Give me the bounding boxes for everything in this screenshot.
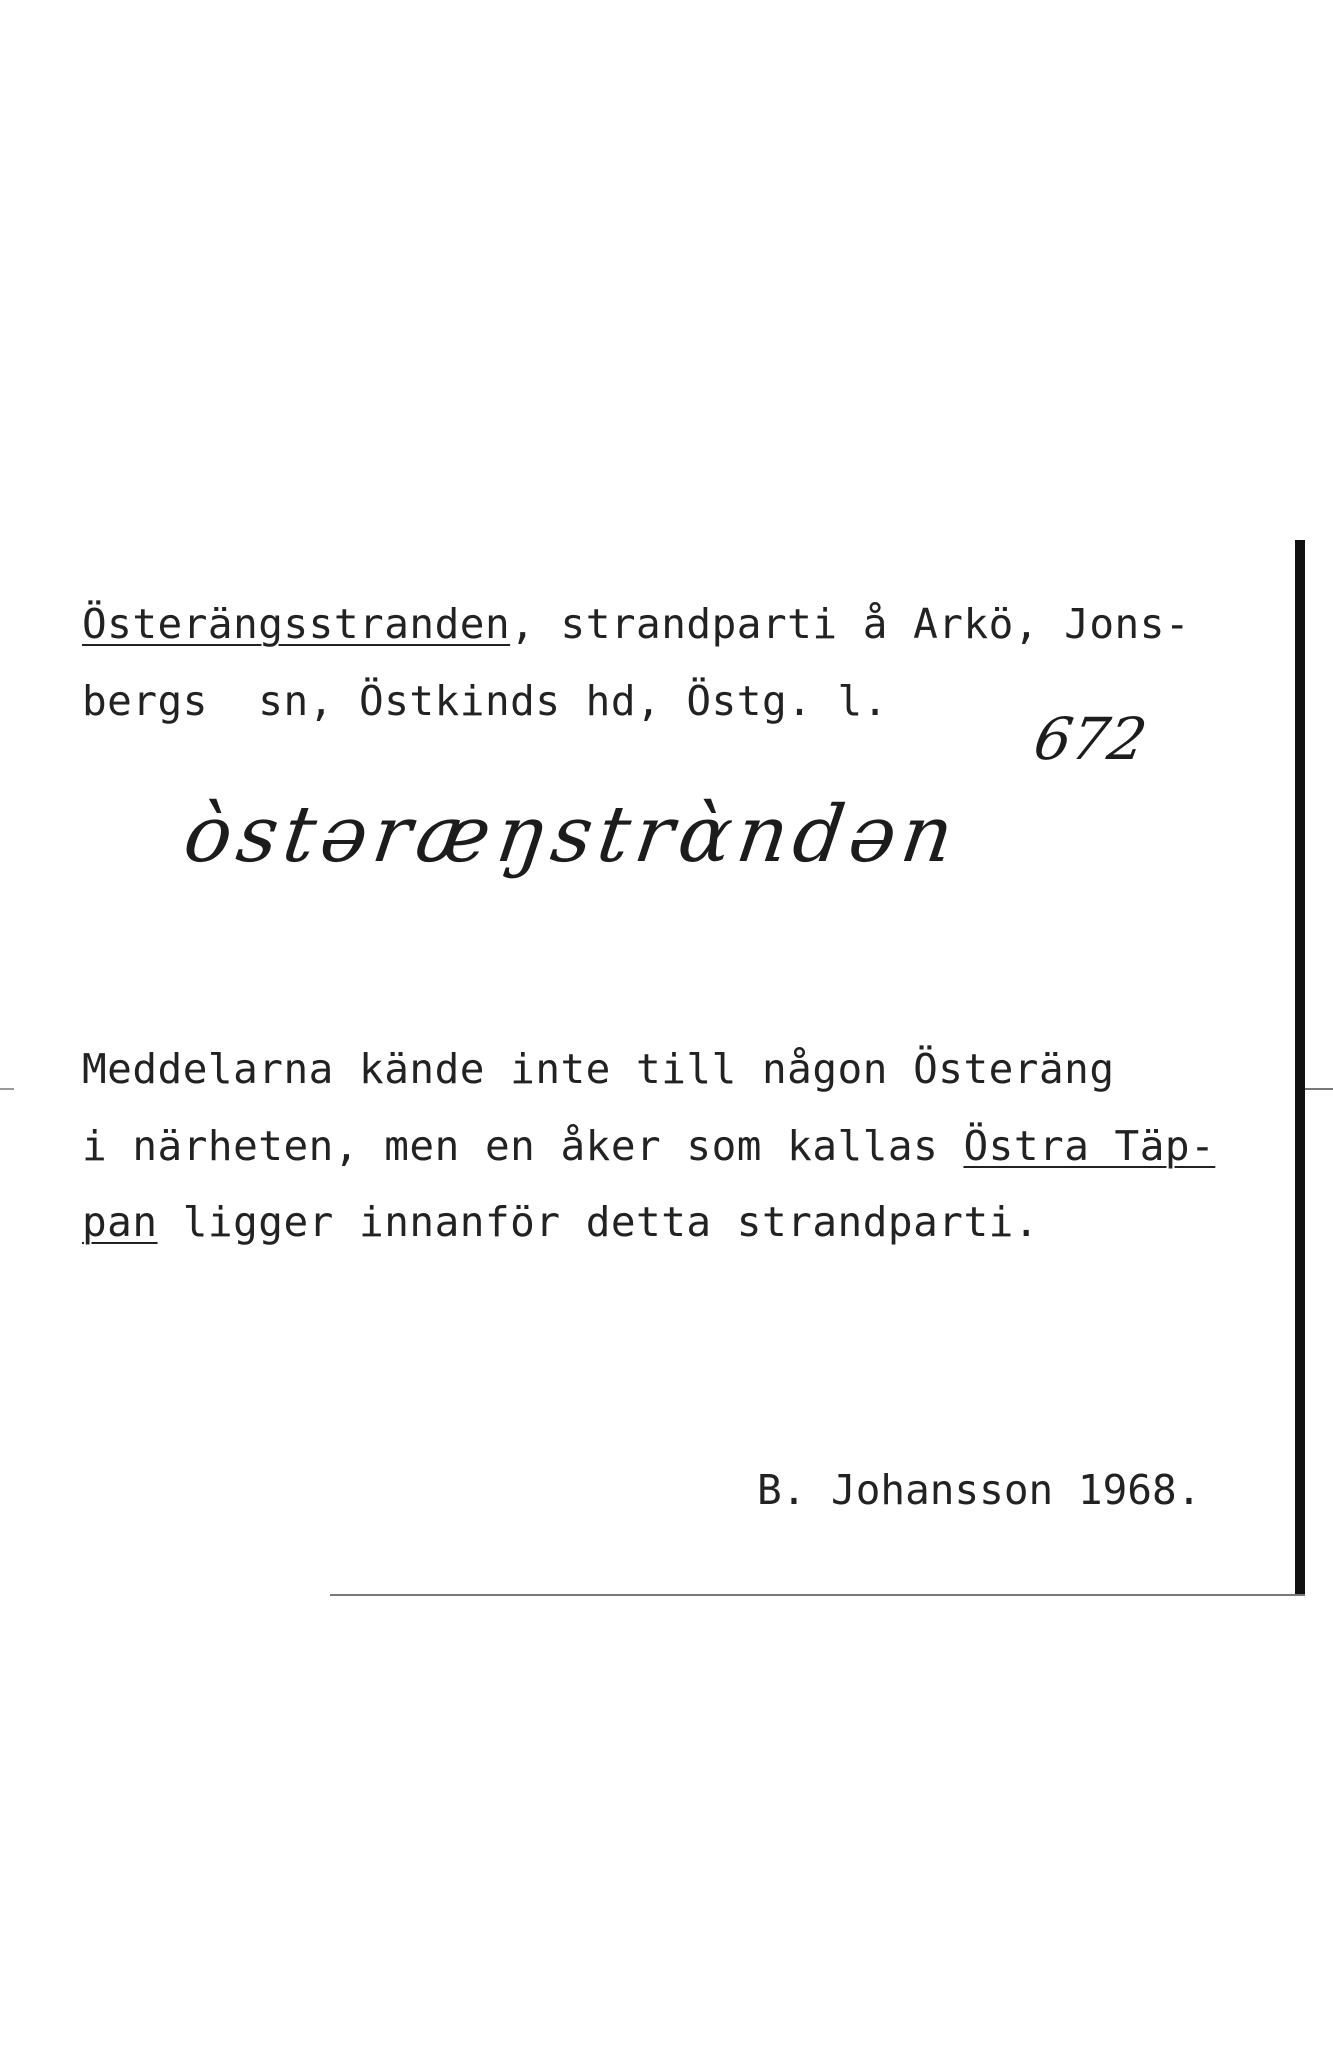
card-right-edge bbox=[1295, 540, 1305, 1596]
body-line-2-text: i närheten, men en åker som kallas bbox=[82, 1122, 964, 1170]
margin-mark-left bbox=[0, 1088, 14, 1090]
underlined-name-part-1: Östra Täp- bbox=[963, 1122, 1216, 1170]
body-line-3-text: ligger innanför detta strandparti. bbox=[157, 1198, 1040, 1246]
phonetic-transcription: ὸstəræŋstrὰndən bbox=[178, 790, 965, 880]
underlined-name-part-2: pan bbox=[82, 1198, 158, 1246]
header-line-1 bbox=[82, 600, 1190, 648]
place-name: Österängsstranden bbox=[82, 600, 511, 648]
card-bottom-edge bbox=[330, 1594, 1305, 1596]
body-line-2 bbox=[82, 1122, 1215, 1170]
body-line-3 bbox=[82, 1198, 1039, 1246]
body-line-1: Meddelarna kände inte till någon Österäng bbox=[82, 1045, 1115, 1093]
catalog-number: 672 bbox=[1029, 705, 1152, 773]
place-description: , strandparti å Arkö, Jons- bbox=[510, 600, 1191, 648]
header-line-2: bergs sn, Östkinds hd, Östg. l. bbox=[82, 677, 888, 725]
signature: B. Johansson 1968. bbox=[757, 1466, 1202, 1514]
margin-mark-right bbox=[1305, 1088, 1333, 1090]
